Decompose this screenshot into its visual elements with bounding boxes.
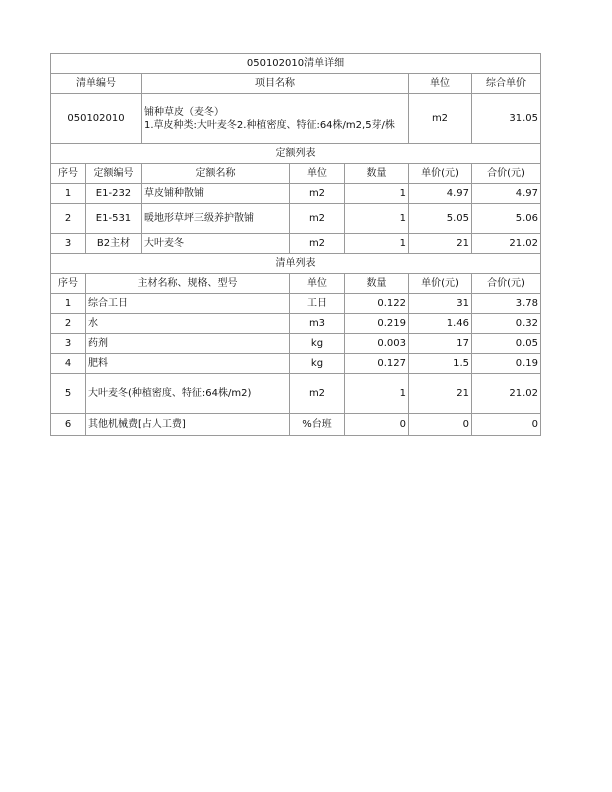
material-unit-header: 单位: [290, 274, 345, 294]
material-row: [51, 354, 541, 374]
material-name: 大叶麦冬(种植密度、特征:64株/m2): [86, 374, 290, 414]
material-name: 药剂: [86, 334, 290, 354]
quota-unit-price: 21: [409, 234, 472, 254]
quota-unit: m2: [290, 184, 345, 204]
material-seq: 6: [51, 414, 86, 436]
item-code: 050102010: [51, 94, 142, 144]
material-unit: m2: [290, 374, 345, 414]
material-total: 21.02: [472, 374, 541, 414]
quota-row: [51, 234, 541, 254]
quota-unit-price-header: 单价(元): [409, 164, 472, 184]
material-row: [51, 334, 541, 354]
quota-seq: 3: [51, 234, 86, 254]
quota-row: [51, 184, 541, 204]
material-name: 综合工日: [86, 294, 290, 314]
quota-unit-price: 4.97: [409, 184, 472, 204]
material-unit: m3: [290, 314, 345, 334]
item-unit: m2: [409, 94, 472, 144]
quota-qty: 1: [345, 184, 409, 204]
material-total: 0: [472, 414, 541, 436]
material-qty: 0.219: [345, 314, 409, 334]
material-seq: 1: [51, 294, 86, 314]
quota-unit: m2: [290, 234, 345, 254]
material-total: 3.78: [472, 294, 541, 314]
material-seq: 2: [51, 314, 86, 334]
material-name-header: 主材名称、规格、型号: [86, 274, 290, 294]
material-row: [51, 374, 541, 414]
material-unit-price: 21: [409, 374, 472, 414]
material-name: 水: [86, 314, 290, 334]
quota-seq: 1: [51, 184, 86, 204]
material-seq: 3: [51, 334, 86, 354]
quota-unit-header: 单位: [290, 164, 345, 184]
item-name-line1: 铺种草皮（麦冬）: [144, 106, 224, 118]
material-unit-price: 17: [409, 334, 472, 354]
quota-name: 大叶麦冬: [142, 234, 290, 254]
item-name-header: 项目名称: [142, 74, 409, 94]
quota-name-header: 定额名称: [142, 164, 290, 184]
material-qty: 0.127: [345, 354, 409, 374]
quota-code: E1-531: [86, 204, 142, 234]
material-unit-price: 1.5: [409, 354, 472, 374]
material-unit: %台班: [290, 414, 345, 436]
quota-section-title: 定额列表: [51, 144, 541, 164]
quota-code: E1-232: [86, 184, 142, 204]
material-seq: 4: [51, 354, 86, 374]
material-row: [51, 314, 541, 334]
material-seq-header: 序号: [51, 274, 86, 294]
material-total: 0.05: [472, 334, 541, 354]
material-qty: 0.003: [345, 334, 409, 354]
material-name: 其他机械费[占人工费]: [86, 414, 290, 436]
material-qty: 0.122: [345, 294, 409, 314]
table-title: 050102010清单详细: [51, 54, 541, 74]
item-code-header: 清单编号: [51, 74, 142, 94]
quota-total: 21.02: [472, 234, 541, 254]
quota-qty: 1: [345, 234, 409, 254]
quota-name: 草皮铺种散铺: [142, 184, 290, 204]
quota-seq-header: 序号: [51, 164, 86, 184]
quota-code: B2主材: [86, 234, 142, 254]
quota-total-header: 合价(元): [472, 164, 541, 184]
bill-detail-table: [50, 53, 541, 436]
material-row: [51, 294, 541, 314]
material-unit-price-header: 单价(元): [409, 274, 472, 294]
material-name: 肥料: [86, 354, 290, 374]
quota-qty-header: 数量: [345, 164, 409, 184]
item-name: [142, 94, 409, 144]
item-price: 31.05: [472, 94, 541, 144]
quota-unit: m2: [290, 204, 345, 234]
quota-name: 暖地形草坪三级养护散铺: [142, 204, 290, 234]
material-row: [51, 414, 541, 436]
item-unit-header: 单位: [409, 74, 472, 94]
quota-seq: 2: [51, 204, 86, 234]
material-seq: 5: [51, 374, 86, 414]
material-unit: kg: [290, 354, 345, 374]
item-price-header: 综合单价: [472, 74, 541, 94]
material-total: 0.19: [472, 354, 541, 374]
material-unit: kg: [290, 334, 345, 354]
item-name-line2: 1.草皮种类:大叶麦冬2.种植密度、特征:64株/m2,5芽/株: [144, 119, 395, 131]
quota-total: 5.06: [472, 204, 541, 234]
material-section-title: 清单列表: [51, 254, 541, 274]
material-qty-header: 数量: [345, 274, 409, 294]
material-qty: 1: [345, 374, 409, 414]
quota-unit-price: 5.05: [409, 204, 472, 234]
material-qty: 0: [345, 414, 409, 436]
material-unit-price: 0: [409, 414, 472, 436]
quota-row: [51, 204, 541, 234]
material-total-header: 合价(元): [472, 274, 541, 294]
quota-code-header: 定额编号: [86, 164, 142, 184]
material-unit-price: 1.46: [409, 314, 472, 334]
quota-qty: 1: [345, 204, 409, 234]
material-unit: 工日: [290, 294, 345, 314]
material-unit-price: 31: [409, 294, 472, 314]
material-total: 0.32: [472, 314, 541, 334]
quota-total: 4.97: [472, 184, 541, 204]
